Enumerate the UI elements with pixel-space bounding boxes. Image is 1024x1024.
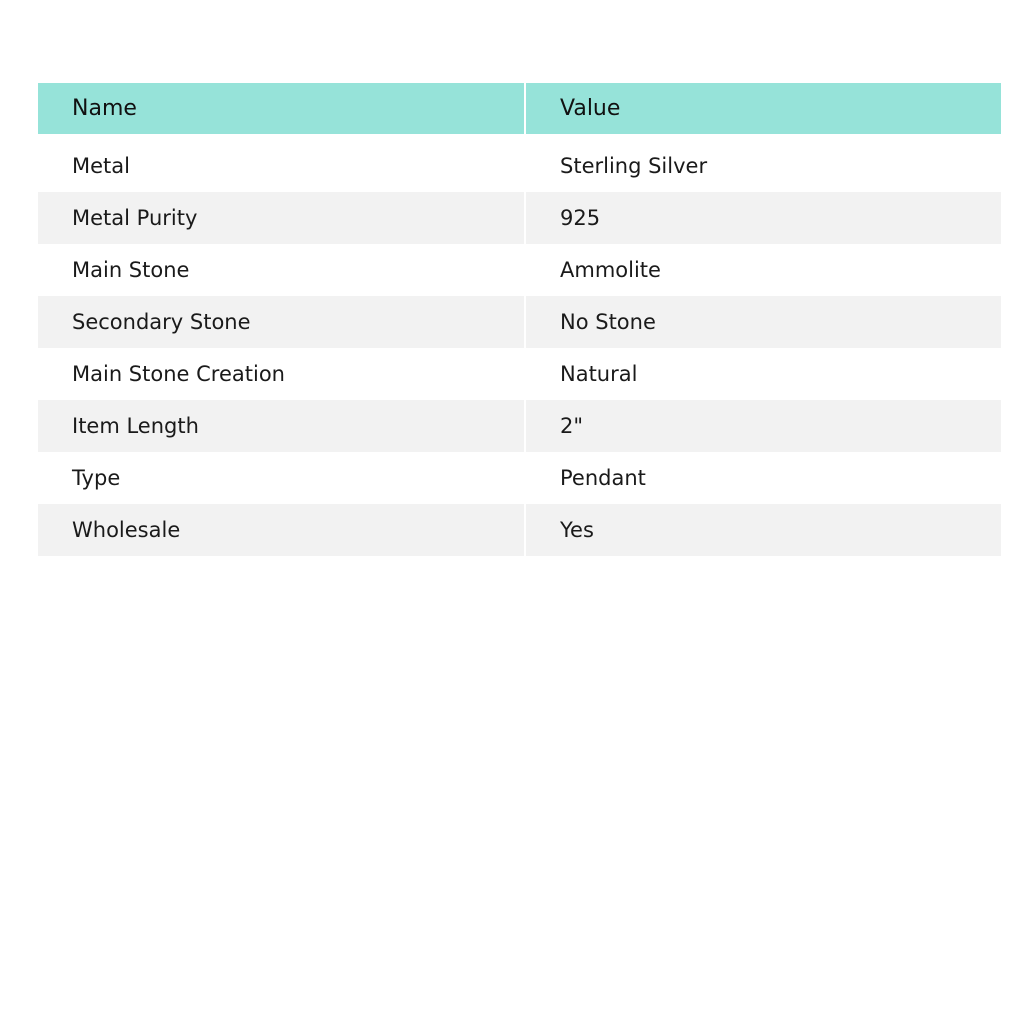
table-row xyxy=(38,296,1001,348)
row-name-cell: Main Stone xyxy=(38,244,525,296)
row-value-cell: Pendant xyxy=(525,452,1001,504)
row-value-cell: Ammolite xyxy=(525,244,1001,296)
table-header-row xyxy=(38,83,1001,134)
table-row xyxy=(38,452,1001,504)
table-row xyxy=(38,504,1001,556)
table-row xyxy=(38,140,1001,192)
row-name-cell: Main Stone Creation xyxy=(38,348,525,400)
row-name-cell: Type xyxy=(38,452,525,504)
table-header xyxy=(38,83,1001,134)
row-name-cell: Metal xyxy=(38,140,525,192)
row-value-cell: Yes xyxy=(525,504,1001,556)
row-name-cell: Metal Purity xyxy=(38,192,525,244)
specifications-table xyxy=(38,83,1001,556)
row-name-cell: Secondary Stone xyxy=(38,296,525,348)
row-value-cell: 2" xyxy=(525,400,1001,452)
table-row xyxy=(38,348,1001,400)
table-body xyxy=(38,134,1001,556)
row-value-cell: 925 xyxy=(525,192,1001,244)
table-row xyxy=(38,192,1001,244)
row-value-cell: Sterling Silver xyxy=(525,140,1001,192)
table-row xyxy=(38,244,1001,296)
column-header-name: Name xyxy=(38,83,525,134)
row-value-cell: No Stone xyxy=(525,296,1001,348)
row-name-cell: Item Length xyxy=(38,400,525,452)
row-name-cell: Wholesale xyxy=(38,504,525,556)
row-value-cell: Natural xyxy=(525,348,1001,400)
table-row xyxy=(38,400,1001,452)
column-header-value: Value xyxy=(525,83,1001,134)
